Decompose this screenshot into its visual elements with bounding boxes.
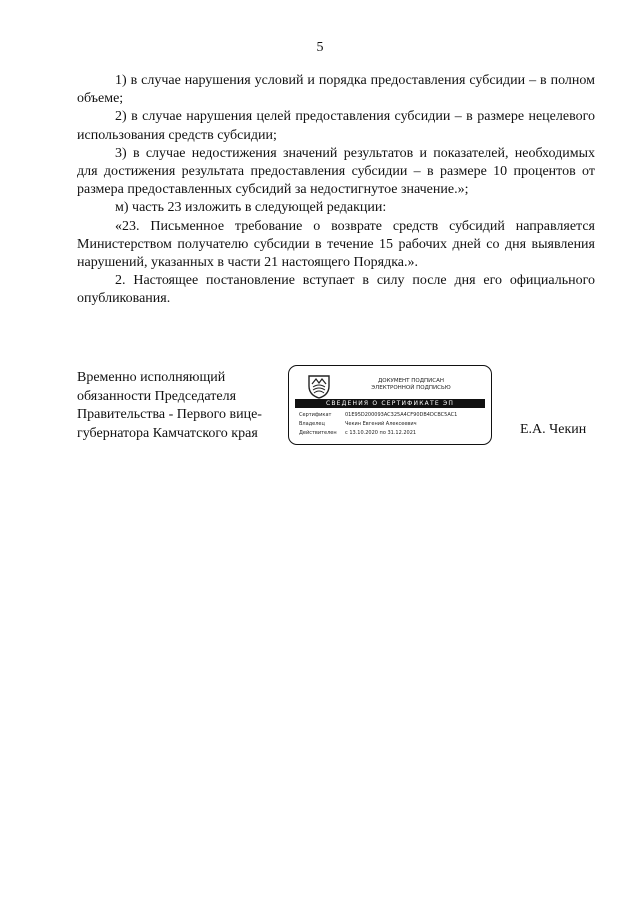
signer-title-line: губернатора Камчатского края: [77, 425, 258, 441]
page-number: 5: [316, 40, 324, 55]
stamp-certificate-value: 01E95D200093AC325A4CF90DB4DCBC5AC1: [345, 412, 458, 418]
paragraph-amendment-m: м) часть 23 изложить в следующей редакции:: [115, 200, 387, 216]
stamp-owner-label: Владелец: [299, 421, 325, 427]
signer-title: [77, 369, 277, 443]
signer-title-line: Временно исполняющий: [77, 370, 226, 385]
paragraph-part-23: «23. Письменное требование о возврате средств субсидий направляется Министерством получателю субсидии в течение 15 рабочих дней со дня выявления нарушений, указанных в части 21 настоящего Порядка.».: [77, 218, 595, 271]
stamp-validity-value: с 13.10.2020 по 31.12.2021: [345, 430, 417, 436]
signer-title-line: обязанности Председателя: [77, 388, 237, 404]
stamp-validity-label: Действителен: [299, 430, 337, 436]
signatory-name: Е.А. Чекин: [520, 422, 587, 437]
coat-of-arms-icon: [305, 371, 333, 399]
paragraph-item-3: 3) в случае недостижения значений результатов и показателей, необходимых для достижения результата предоставления субсидии – в размере 10 процентов от размера предоставленных субсидий за недостигнутое значение.»;: [77, 145, 595, 198]
stamp-title-line: ЭЛЕКТРОННОЙ ПОДПИСЬЮ: [371, 385, 451, 391]
stamp-certificate-label: Сертификат: [299, 412, 332, 418]
stamp-owner-row: [299, 421, 485, 427]
paragraph-item-2: 2) в случае нарушения целей предоставления субсидии – в размере нецелевого использования средств субсидии;: [77, 109, 595, 143]
paragraph-item-1: 1) в случае нарушения условий и порядка предоставления субсидии – в полном объеме;: [77, 73, 595, 107]
stamp-validity-row: [299, 430, 485, 436]
stamp-title-line: ДОКУМЕНТ ПОДПИСАН: [377, 378, 445, 384]
stamp-header: СВЕДЕНИЯ О СЕРТИФИКАТЕ ЭП: [295, 399, 485, 408]
signer-title-line: Правительства - Первого вице-: [77, 407, 262, 422]
stamp-title: [341, 378, 481, 392]
electronic-signature-stamp: [288, 365, 492, 445]
stamp-owner-value: Чекин Евгений Алексеевич: [345, 421, 417, 427]
stamp-certificate-row: [299, 412, 485, 418]
document-body: [77, 72, 595, 309]
paragraph-effective-date: 2. Настоящее постановление вступает в силу после дня его официального опубликования.: [77, 273, 595, 307]
